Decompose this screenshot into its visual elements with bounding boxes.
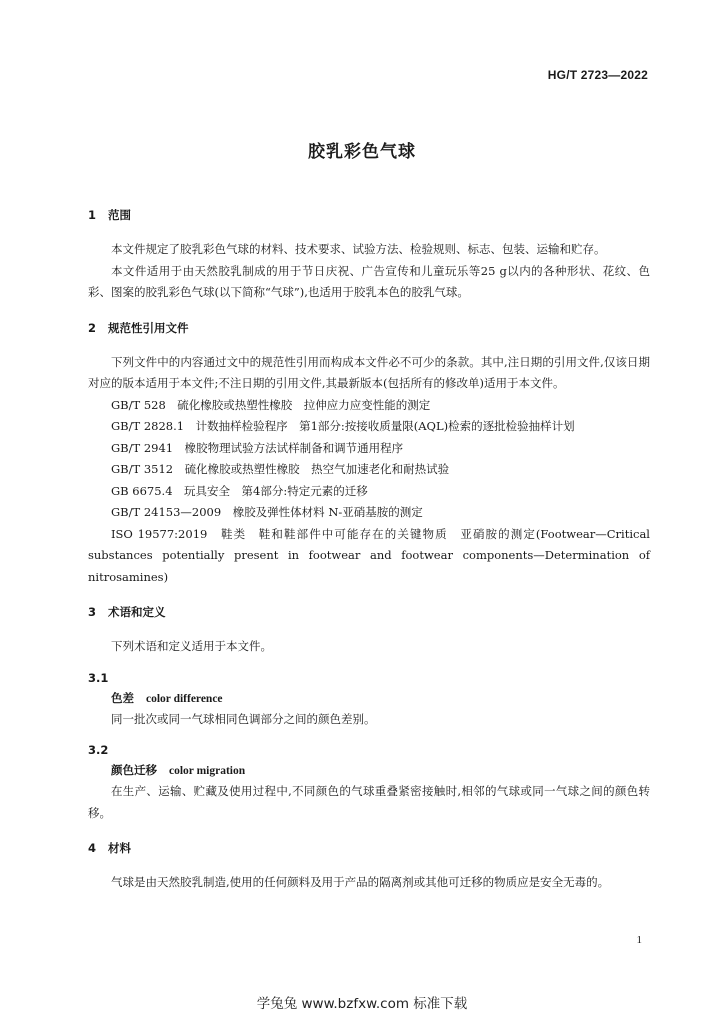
- section-heading: 2 规范性引用文件: [88, 320, 189, 335]
- section-materials: [88, 838, 650, 894]
- document-title: 胶乳彩色气球: [308, 142, 416, 162]
- reference-item: GB/T 24153—2009 橡胶及弹性体材料 N-亚硝基胺的测定: [111, 505, 423, 519]
- term-english: color migration: [169, 765, 246, 777]
- reference-item: ISO 19577:2019 鞋类 鞋和鞋部件中可能存在的关键物质 亚硝胺的测定(Footwear—Critical substances potentially present in footwear and footwear components—Determination of nitrosamines): [88, 526, 650, 584]
- reference-item: GB/T 528 硫化橡胶或热塑性橡胶 拉伸应力应变性能的测定: [111, 397, 431, 412]
- paragraph: 下列文件中的内容通过文中的规范性引用而构成本文件必不可少的条款。其中,注日期的引用文件,仅该日期对应的版本适用于本文件;不注日期的引用文件,其最新版本(包括所有的修改单)适用于本文件。: [88, 354, 650, 390]
- term-number: 3.2: [88, 743, 109, 757]
- section-terms-definitions: [88, 602, 650, 824]
- reference-item: GB/T 2941 橡胶物理试验方法试样制备和调节通用程序: [111, 440, 404, 455]
- reference-item: GB/T 2828.1 计数抽样检验程序 第1部分:按接收质量限(AQL)检索的逐批检验抽样计划: [111, 419, 575, 433]
- reference-item: GB 6675.4 玩具安全 第4部分:特定元素的迁移: [111, 483, 368, 498]
- document-body: [88, 205, 650, 908]
- term-english: color difference: [146, 692, 223, 705]
- section-normative-references: [88, 318, 650, 589]
- reference-item: GB/T 3512 硫化橡胶或热塑性橡胶 热空气加速老化和耐热试验: [111, 462, 450, 476]
- page-number: 1: [636, 934, 642, 946]
- term-definition: 同一批次或同一气球相同色调部分之间的颜色差别。: [111, 711, 376, 726]
- section-heading: 3 术语和定义: [88, 605, 166, 619]
- section-heading: 4 材料: [88, 841, 131, 855]
- paragraph: 气球是由天然胶乳制造,使用的任何颜料及用于产品的隔离剂或其他可迁移的物质应是安全无毒的。: [111, 875, 610, 889]
- paragraph: 本文件适用于由天然胶乳制成的用于节日庆祝、广告宣传和儿童玩乐等25 g以内的各种形状、花纹、色彩、图案的胶乳彩色气球(以下简称“气球”),也适用于胶乳本色的胶乳气球。: [88, 263, 650, 299]
- paragraph: 本文件规定了胶乳彩色气球的材料、技术要求、试验方法、检验规则、标志、包装、运输和贮存。: [111, 242, 606, 256]
- paragraph: 下列术语和定义适用于本文件。: [111, 639, 272, 653]
- section-heading: 1 范围: [88, 208, 131, 222]
- term-number: 3.1: [88, 670, 109, 685]
- standard-code: HG/T 2723—2022: [547, 68, 648, 82]
- term-entry: [88, 740, 650, 824]
- term-definition: 在生产、运输、贮藏及使用过程中,不同颜色的气球重叠紧密接触时,相邻的气球或同一气球之间的颜色转移。: [88, 784, 650, 820]
- term-chinese: 色差: [111, 690, 134, 705]
- term-chinese: 颜色迁移: [111, 763, 157, 777]
- site-watermark: 学兔兔 www.bzfxw.com 标准下载: [256, 996, 468, 1012]
- section-scope: [88, 205, 650, 304]
- term-entry: [88, 668, 650, 731]
